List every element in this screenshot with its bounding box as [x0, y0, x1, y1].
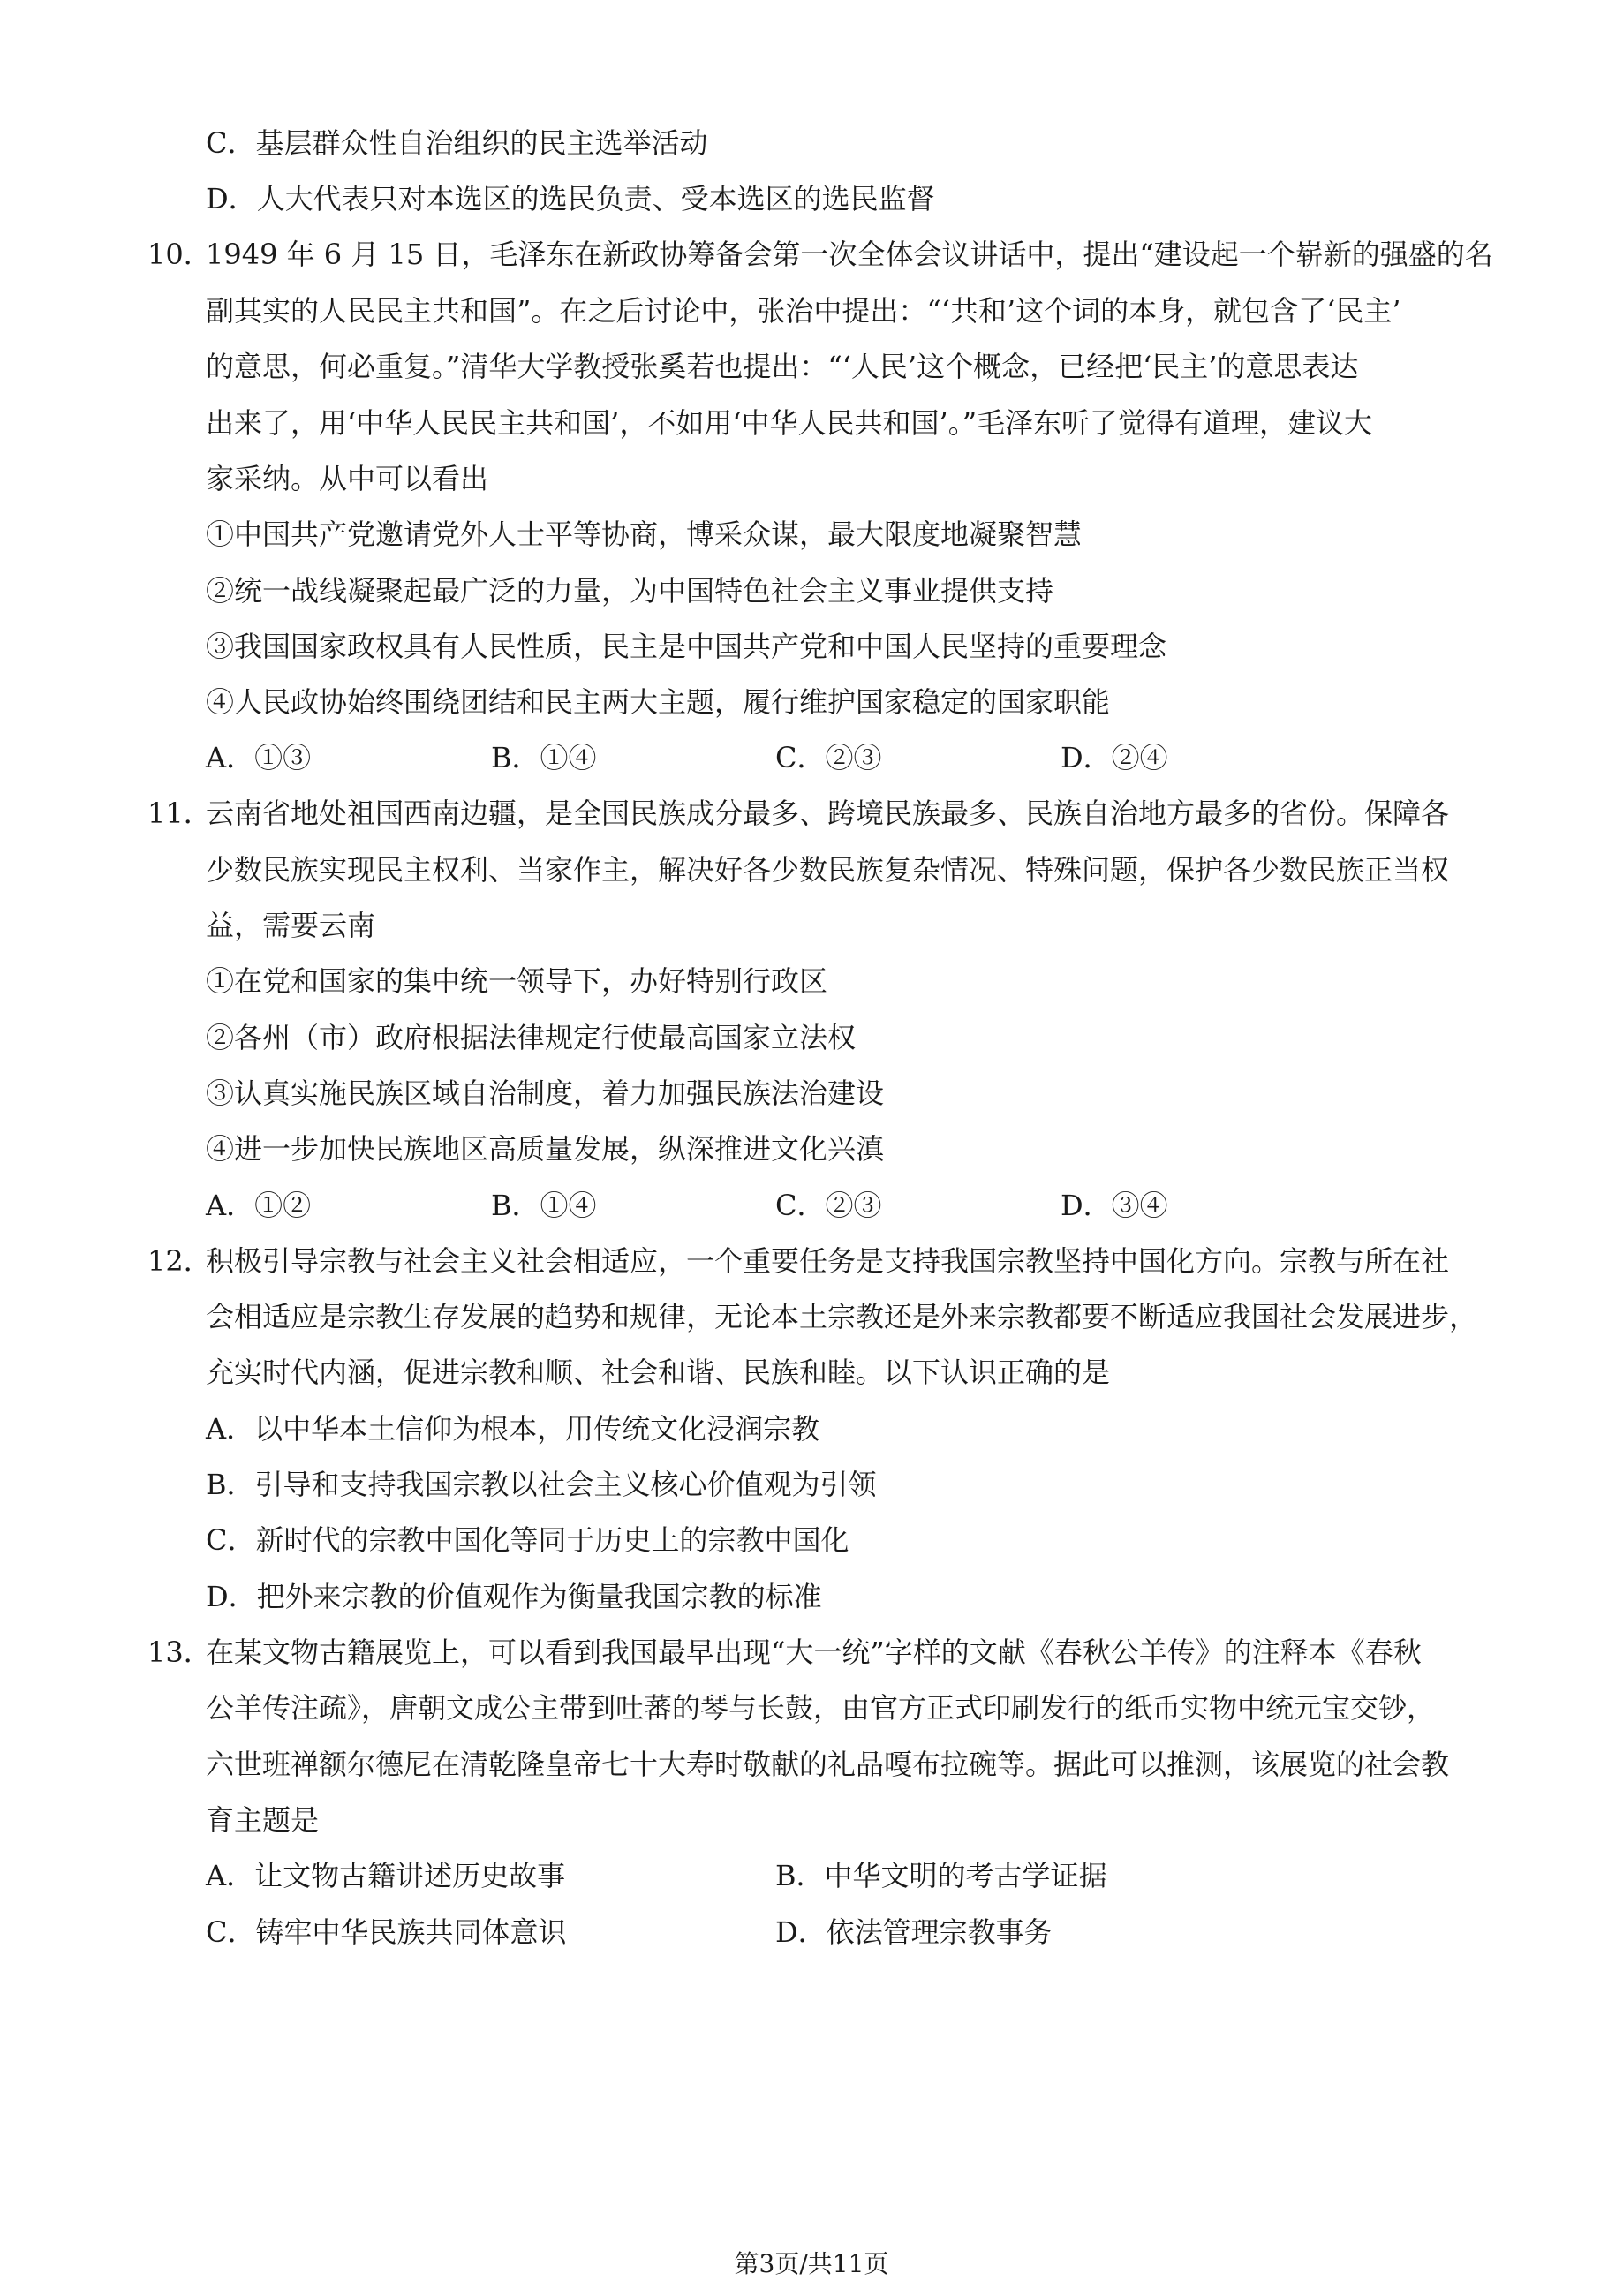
q10-stem-line: 1949 年 6 月 15 日，毛泽东在新政协筹备会第一次全体会议讲话中，提出“建设起一个崭新的强盛的名	[206, 238, 1493, 271]
q11-stem-line: 少数民族实现民主权利、当家作主，解决好各少数民族复杂情况、特殊问题，保护各少数民族正当权	[206, 853, 1450, 887]
q13-option-d: D．依法管理宗教事务	[775, 1915, 1053, 1949]
q11-statement: ④进一步加快民族地区高质量发展，纵深推进文化兴滇	[206, 1132, 885, 1166]
q13-stem-line: 在某文物古籍展览上，可以看到我国最早出现“大一统”字样的文献《春秋公羊传》的注释本《春秋	[206, 1635, 1422, 1669]
q10-statement: ①中国共产党邀请党外人士平等协商，博采众谋，最大限度地凝聚智慧	[206, 517, 1083, 551]
q13-option-a: A．让文物古籍讲述历史故事	[206, 1859, 566, 1892]
q10-statement: ④人民政协始终围绕团结和民主两大主题，履行维护国家稳定的国家职能	[206, 685, 1111, 719]
q10-statement: ②统一战线凝聚起最广泛的力量，为中国特色社会主义事业提供支持	[206, 574, 1054, 608]
q10-stem-line: 家采纳。从中可以看出	[206, 462, 489, 495]
q12-option-b: B．引导和支持我国宗教以社会主义核心价值观为引领	[206, 1468, 877, 1501]
q11-option-c: C．②③	[775, 1189, 882, 1222]
q11-stem-line: 益，需要云南	[206, 909, 376, 942]
q10-option-b: B．①④	[491, 741, 597, 774]
q13-stem-line: 六世班禅额尔德尼在清乾隆皇帝七十大寿时敬献的礼品嘎布拉碗等。据此可以推测，该展览的社会教	[206, 1748, 1450, 1781]
q12-option-a: A．以中华本土信仰为根本，用传统文化浸润宗教	[206, 1412, 820, 1446]
q10-stem-line: 副其实的人民民主共和国”。在之后讨论中，张治中提出：“‘共和’这个词的本身，就包含了‘民主’	[206, 294, 1401, 328]
q9-option-c: C．基层群众性自治组织的民主选举活动	[206, 126, 708, 160]
q10-statement: ③我国国家政权具有人民性质，民主是中国共产党和中国人民坚持的重要理念	[206, 630, 1167, 663]
q10-option-d: D．②④	[1061, 741, 1168, 774]
q13-option-b: B．中华文明的考古学证据	[775, 1859, 1107, 1892]
q10-stem-line: 出来了，用‘中华人民民主共和国’，不如用‘中华人民共和国’。”毛泽东听了觉得有道理，建议大	[206, 406, 1373, 440]
q11-number: 11．	[147, 797, 212, 830]
q12-option-c: C．新时代的宗教中国化等同于历史上的宗教中国化	[206, 1523, 849, 1557]
q11-option-d: D．③④	[1061, 1189, 1168, 1222]
q10-stem-line: 的意思，何必重复。”清华大学教授张奚若也提出：“‘人民’这个概念，已经把‘民主’的意思表达	[206, 350, 1359, 383]
q12-number: 12．	[147, 1244, 212, 1278]
q11-option-a: A．①②	[206, 1189, 312, 1222]
q11-statement: ①在党和国家的集中统一领导下，办好特别行政区	[206, 964, 828, 998]
q12-option-d: D．把外来宗教的价值观作为衡量我国宗教的标准	[206, 1580, 822, 1613]
q11-statement: ③认真实施民族区域自治制度，着力加强民族法治建设	[206, 1076, 885, 1110]
q13-stem-line: 育主题是	[206, 1803, 320, 1837]
q10-option-c: C．②③	[775, 741, 882, 774]
q9-option-d: D．人大代表只对本选区的选民负责、受本选区的选民监督	[206, 182, 935, 215]
q13-stem-line: 公羊传注疏》，唐朝文成公主带到吐蕃的琴与长鼓，由官方正式印刷发行的纸币实物中统元宝交钞，	[206, 1691, 1436, 1725]
q10-number: 10．	[147, 238, 212, 271]
q12-stem-line: 积极引导宗教与社会主义社会相适应，一个重要任务是支持我国宗教坚持中国化方向。宗教与所在社	[206, 1244, 1450, 1278]
page-number-footer: 第3页/共11页	[734, 2249, 889, 2278]
q12-stem-line: 会相适应是宗教生存发展的趋势和规律，无论本土宗教还是外来宗教都要不断适应我国社会发展进步，	[206, 1300, 1478, 1333]
q10-option-a: A．①③	[206, 741, 312, 774]
q11-statement: ②各州（市）政府根据法律规定行使最高国家立法权	[206, 1021, 857, 1054]
q12-stem-line: 充实时代内涵，促进宗教和顺、社会和谐、民族和睦。以下认识正确的是	[206, 1356, 1111, 1389]
q11-option-b: B．①④	[491, 1189, 597, 1222]
q13-number: 13．	[147, 1635, 212, 1669]
q11-stem-line: 云南省地处祖国西南边疆，是全国民族成分最多、跨境民族最多、民族自治地方最多的省份。保障各	[206, 797, 1450, 830]
q13-option-c: C．铸牢中华民族共同体意识	[206, 1915, 567, 1949]
